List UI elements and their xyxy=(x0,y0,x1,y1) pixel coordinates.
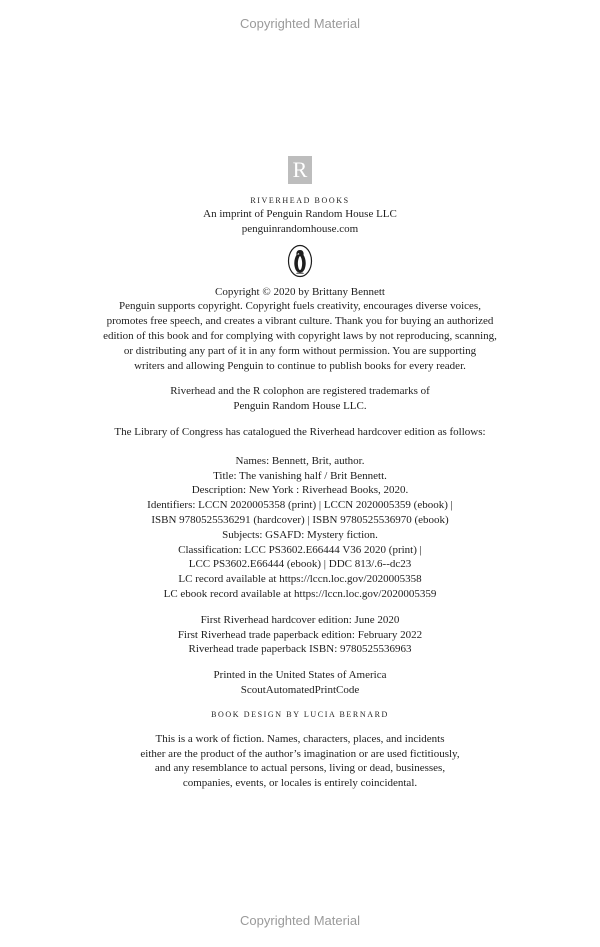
publisher-imprint: An imprint of Penguin Random House LLC xyxy=(203,208,397,220)
penguin-logo-icon xyxy=(287,244,313,278)
printing-line: ScoutAutomatedPrintCode xyxy=(240,683,360,696)
copyright-page xyxy=(0,156,600,791)
cataloging-line: LCC PS3602.E66444 (ebook) | DDC 813/.6--dc23 xyxy=(188,558,412,571)
publisher-name: RIVERHEAD BOOKS xyxy=(250,196,350,205)
cataloging-line: Description: New York : Riverhead Books, 2020. xyxy=(191,484,409,497)
loc-intro: The Library of Congress has catalogued the Riverhead hardcover edition as follows: xyxy=(114,425,486,438)
cataloging-line: Title: The vanishing half / Brit Bennett. xyxy=(213,469,387,482)
edition-line: Riverhead trade paperback ISBN: 9780525536963 xyxy=(188,643,412,656)
watermark-bottom: Copyrighted Material xyxy=(240,913,360,928)
cataloging-line: Names: Bennett, Brit, author. xyxy=(235,454,365,467)
disclaimer-line: This is a work of fiction. Names, characters, places, and incidents xyxy=(155,732,445,745)
trademark-line: Penguin Random House LLC. xyxy=(233,400,367,413)
edition-line: First Riverhead trade paperback edition: February 2022 xyxy=(177,628,423,641)
copyright-line: Copyright © 2020 by Brittany Bennett xyxy=(215,285,385,298)
cataloging-line: Identifiers: LCCN 2020005358 (print) | LCCN 2020005359 (ebook) | xyxy=(147,499,453,512)
cataloging-line: LC ebook record available at https://lccn.loc.gov/2020005359 xyxy=(163,587,437,600)
riverhead-logo-letter: R xyxy=(292,157,308,182)
riverhead-logo xyxy=(288,156,312,184)
disclaimer-line: companies, events, or locales is entirely coincidental. xyxy=(182,777,418,790)
trademark-line: Riverhead and the R colophon are registered trademarks of xyxy=(170,385,430,398)
publisher-website: penguinrandomhouse.com xyxy=(241,222,359,235)
edition-line: First Riverhead hardcover edition: June 2020 xyxy=(200,613,400,626)
disclaimer-line: and any resemblance to actual persons, living or dead, businesses, xyxy=(154,762,446,775)
design-credit: BOOK DESIGN BY LUCIA BERNARD xyxy=(211,709,389,719)
cataloging-line: Classification: LCC PS3602.E66444 V36 2020 (print) | xyxy=(178,543,422,556)
copyright-statement-line: Penguin supports copyright. Copyright fuels creativity, encourages diverse voices, xyxy=(119,300,481,313)
cataloging-line: ISBN 9780525536291 (hardcover) | ISBN 9780525536970 (ebook) xyxy=(151,513,449,526)
copyright-statement-line: or distributing any part of it in any form without permission. You are supporting xyxy=(123,344,477,357)
cataloging-line: LC record available at https://lccn.loc.gov/2020005358 xyxy=(178,573,422,586)
copyright-statement-line: edition of this book and for complying with copyright laws by not reproducing, scanning, xyxy=(103,329,497,342)
cataloging-line: Subjects: GSAFD: Mystery fiction. xyxy=(222,528,378,541)
printing-line: Printed in the United States of America xyxy=(213,669,387,682)
watermark-top: Copyrighted Material xyxy=(240,16,360,31)
disclaimer-line: either are the product of the author’s imagination or are used fictitiously, xyxy=(140,747,460,760)
copyright-statement-line: writers and allowing Penguin to continue to publish books for every reader. xyxy=(134,359,466,372)
copyright-statement-line: promotes free speech, and creates a vibrant culture. Thank you for buying an authorized xyxy=(106,315,494,328)
